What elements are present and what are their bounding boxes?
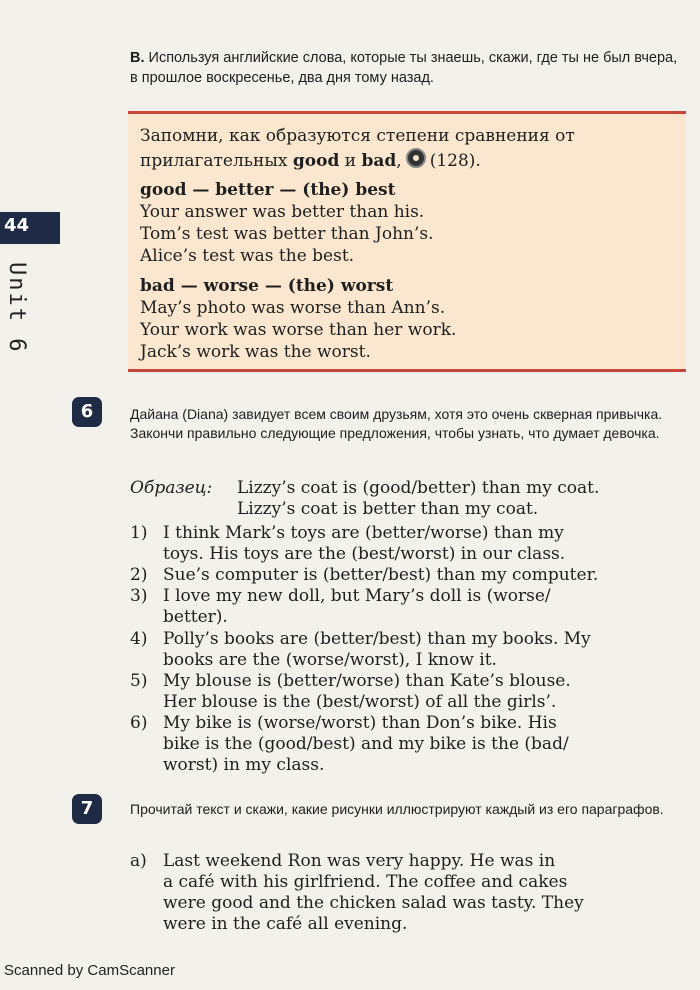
- text-line: a café with his girlfriend. The coffee and cakes: [163, 872, 568, 892]
- unit-label: Unit 6: [4, 262, 29, 354]
- item-line: Polly’s books are (better/best) than my books. My: [163, 629, 591, 649]
- good-example: Tom’s test was better than John’s.: [140, 224, 434, 244]
- item-line: I love my new doll, but Mary’s doll is (worse/: [163, 586, 551, 606]
- item-line: worst) in my class.: [163, 755, 325, 775]
- item-number: 5): [130, 671, 148, 691]
- audio-track: (128).: [429, 151, 481, 171]
- exercise-7-instruction: Прочитай текст и скажи, какие рисунки иллюстрируют каждый из его параграфов.: [130, 801, 664, 817]
- bad-forms: bad — worse — (the) worst: [140, 276, 394, 296]
- page-number: 44: [4, 215, 30, 236]
- exercise-6-badge: 6: [72, 397, 102, 427]
- audio-disc-icon: [406, 148, 426, 168]
- exercise-b: [130, 48, 685, 88]
- text-line: were good and the chicken salad was tasty. They: [163, 893, 584, 913]
- exercise-7-badge: 7: [72, 794, 102, 824]
- exercise-b-text: Используя английские слова, которые ты знаешь, скажи, где ты не был вчера, в прошлое воскресенье, два дня тому назад.: [130, 50, 678, 86]
- bad-example: Jack’s work was the worst.: [140, 342, 371, 362]
- good-example: Your answer was better than his.: [140, 202, 425, 222]
- item-line: better).: [163, 607, 228, 627]
- item-number: 2): [130, 565, 148, 585]
- item-label: a): [130, 851, 147, 871]
- remember-intro-prefix: прилагательных: [140, 151, 293, 171]
- remember-box: [128, 111, 686, 372]
- remember-intro-line2: [140, 148, 481, 172]
- item-line: books are the (worse/worst), I know it.: [163, 650, 497, 670]
- exercise-6-instruction: Дайана (Diana) завидует всем своим друзьям, хотя это очень скверная привычка. Закончи правильно следующие предложения, чтобы узнать, что думает девочка.: [130, 406, 663, 441]
- model-line: Lizzy’s coat is (good/better) than my coat.: [237, 478, 600, 498]
- scanner-footer: Scanned by CamScanner: [4, 962, 175, 979]
- word-good: good: [292, 151, 340, 171]
- item-line: Her blouse is the (best/worst) of all the girls’.: [163, 692, 557, 712]
- good-forms: good — better — (the) best: [140, 180, 396, 200]
- item-number: 4): [130, 629, 148, 649]
- item-line: toys. His toys are the (best/worst) in our class.: [163, 544, 566, 564]
- comma: ,: [396, 151, 402, 171]
- item-line: I think Mark’s toys are (better/worse) than my: [163, 523, 564, 543]
- exercise-b-letter: B.: [130, 50, 145, 66]
- item-line: My bike is (worse/worst) than Don’s bike. His: [163, 713, 557, 733]
- item-number: 1): [130, 523, 148, 543]
- text-line: were in the café all evening.: [163, 914, 408, 934]
- item-line: Sue’s computer is (better/best) than my computer.: [163, 565, 599, 585]
- text-line: Last weekend Ron was very happy. He was in: [163, 851, 556, 871]
- model-label: Образец:: [130, 478, 213, 498]
- word-and: и: [339, 151, 362, 171]
- word-bad: bad: [361, 151, 397, 171]
- item-line: My blouse is (better/worse) than Kate’s blouse.: [163, 671, 571, 691]
- bad-example: Your work was worse than her work.: [140, 320, 457, 340]
- model-line: Lizzy’s coat is better than my coat.: [237, 499, 539, 519]
- item-line: bike is the (good/best) and my bike is the (bad/: [163, 734, 569, 754]
- good-example: Alice’s test was the best.: [140, 246, 355, 266]
- item-number: 6): [130, 713, 148, 733]
- bad-example: May’s photo was worse than Ann’s.: [140, 298, 446, 318]
- item-number: 3): [130, 586, 148, 606]
- remember-intro-line1: Запомни, как образуются степени сравнения от: [140, 126, 575, 146]
